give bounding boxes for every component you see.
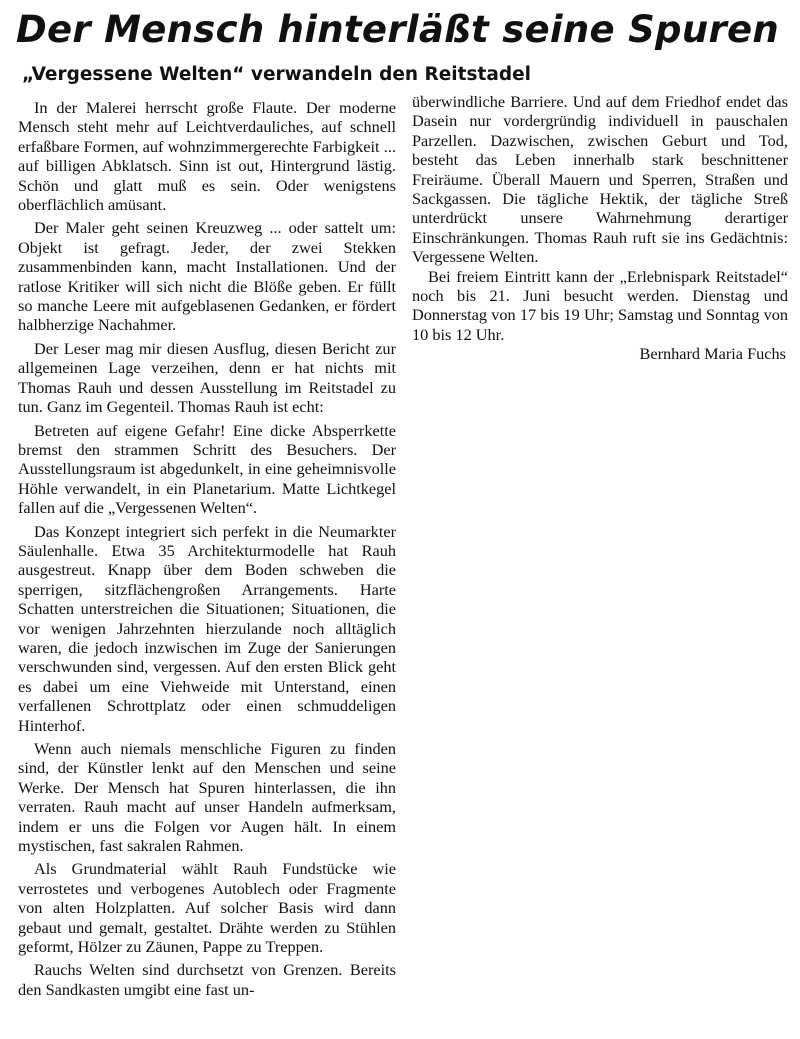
paragraph: Bei freiem Eintritt kann der „Erlebnispark Reitstadel“ noch bis 21. Juni besucht werden. Dienstag und Donnerstag von 17 bis 19 Uhr; Samstag und Sonntag von 10 bis 12 Uhr. [412, 266, 788, 344]
author-byline: Bernhard Maria Fuchs [639, 344, 786, 364]
paragraph: Das Konzept integriert sich perfekt in die Neumarkter Säulenhalle. Etwa 35 Architekturmodelle hat Rauh ausgestreut. Knapp über dem Boden schweben die sperrigen, sitzflächengroßen Arrangements. Harte Schatten unterstreichen die Situationen; Situationen, die vor wenigen Jahrzehnten hierzulande noch alltäglich waren, die jedoch inzwischen im Zuge der Sanierungen verschwunden sind, vergessen. Auf den ersten Blick geht es dabei um eine Viehweide mit Unterstand, einen verfallenen Schrottplatz oder einen schmuddeligen Hinterhof. [18, 521, 396, 735]
article-subheadline: „Vergessene Welten“ verwandeln den Reitstadel [22, 64, 531, 85]
paragraph: Betreten auf eigene Gefahr! Eine dicke Absperrkette bremst den strammen Schritt des Besuchers. Der Ausstellungsraum ist abgedunkelt, in eine geheimnisvolle Höhle verwandelt, in ein Planetarium. Matte Lichtkegel fallen auf die „Vergessenen Welten“. [18, 420, 396, 518]
paragraph: Der Leser mag mir diesen Ausflug, diesen Bericht zur allgemeinen Lage verzeihen, denn er hat nichts mit Thomas Rauh und dessen Ausstellung im Reitstadel zu tun. Ganz im Gegenteil. Thomas Rauh ist echt: [18, 338, 396, 417]
right-text-column [412, 92, 788, 364]
paragraph: überwindliche Barriere. Und auf dem Friedhof endet das Dasein nur vordergründig individuell in pauschalen Parzellen. Dazwischen, zwischen Geburt und Tod, besteht das Leben innerhalb stark beschnittener Freiräume. Überall Mauern und Sperren, Straßen und Sackgassen. Die tägliche Hektik, der tägliche Streß unterdrückt unsere Wahrnehmung derartiger Einschränkungen. Thomas Rauh ruft sie ins Gedächtnis: Vergessene Welten. [412, 92, 788, 267]
paragraph: Rauchs Welten sind durchsetzt von Grenzen. Bereits den Sandkasten umgibt eine fast un- [18, 960, 396, 999]
left-text-column [18, 98, 396, 999]
paragraph: Als Grundmaterial wählt Rauh Fundstücke wie verrostetes und verbogenes Autoblech oder Fragmente von alten Holzplatten. Auf solcher Basis wird dann gebaut und gemalt, gestaltet. Drähte werden zu Stühlen geformt, Hölzer zu Zäunen, Pappe zu Treppen. [18, 859, 396, 957]
article-headline: Der Mensch hinterläßt seine Spuren [16, 8, 780, 51]
paragraph: Wenn auch niemals menschliche Figuren zu finden sind, der Künstler lenkt auf den Menschen und seine Werke. Der Mensch hat Spuren hinterlassen, die ihn verraten. Rauh macht auf unser Handeln aufmerksam, indem er uns die Folgen vor Augen hält. In einem mystischen, fast sakralen Rahmen. [18, 739, 396, 856]
paragraph: Der Maler geht seinen Kreuzweg ... oder sattelt um: Objekt ist gefragt. Jeder, der zwei Stekken zusammenbinden kann, macht Installationen. Und der ratlose Kritiker will sich nicht die Blöße geben. Er füllt so manche Leere mit aufgeblasenen Gedanken, er fördert halbherzige Nachahmer. [18, 218, 396, 335]
paragraph: In der Malerei herrscht große Flaute. Der moderne Mensch steht mehr auf Leichtverdauliches, auf schnell erfaßbare Formen, auf wohnzimmergerechte Farbigkeit ... auf billigen Abklatsch. Sinn ist out, Hintergrund lästig. Schön und glatt muß es sein. Oder wenigstens oberflächlich amüsant. [18, 98, 396, 215]
